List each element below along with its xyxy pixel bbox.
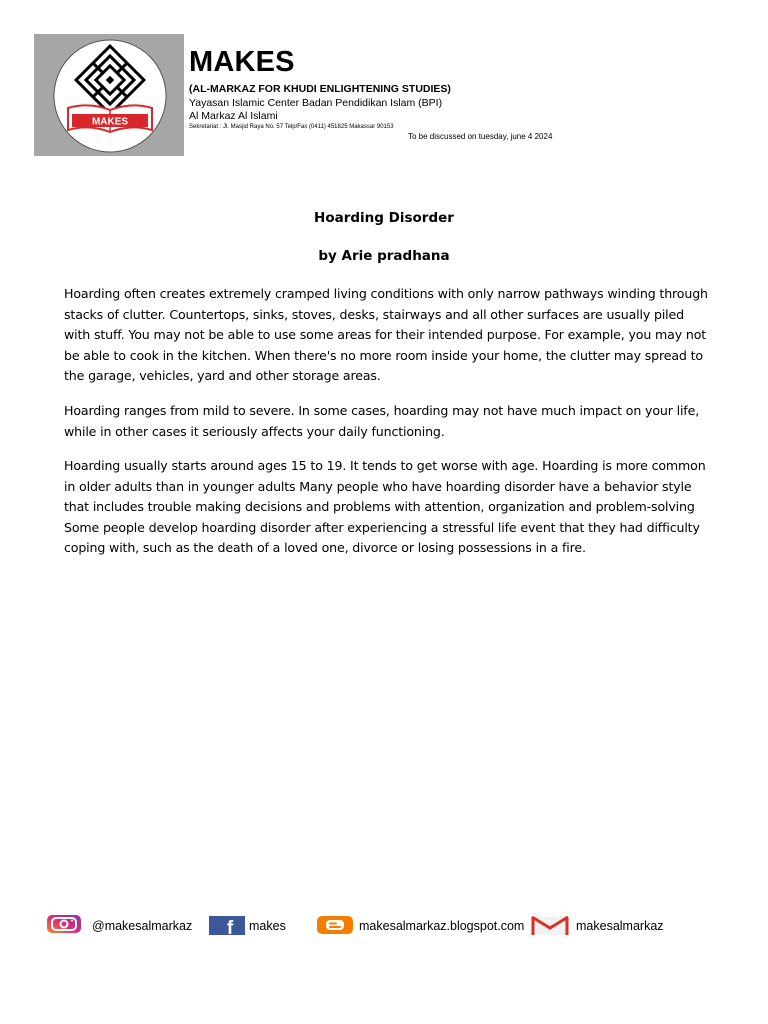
- paragraph-1: Hoarding often creates extremely cramped living conditions with only narrow pathways winding through stacks of clutter. Countertops, sinks, stoves, desks, stairways and all other surfaces are usually piled with stuff. You may not be able to use some areas for their intended purpose. For example, you may not be able to cook in the kitchen. When there's no more room inside your home, the clutter may spread to the garage, vehicles, yard and other storage areas.: [64, 286, 708, 383]
- org-full-name: (AL-MARKAZ FOR KHUDI ENLIGHTENING STUDIES): [189, 83, 451, 95]
- footer-blog[interactable]: [316, 912, 524, 939]
- org-foundation: Yayasan Islamic Center Badan Pendidikan Islam (BPI): [189, 97, 443, 109]
- org-address: Sekretariat : Jl. Masjid Raya No. 57 Telp/Fax (0411) 451825 Makassar 90153: [189, 124, 394, 130]
- blog-url: makesalmarkaz.blogspot.com: [359, 918, 525, 933]
- gmail-icon: [530, 912, 570, 939]
- document-author: by Arie pradhana: [318, 248, 450, 264]
- org-name: MAKES: [189, 46, 295, 78]
- facebook-icon: [208, 912, 246, 939]
- instagram-handle: @makesalmarkaz: [92, 918, 193, 933]
- paragraph-2: Hoarding ranges from mild to severe. In some cases, hoarding may not have much impact on your life, while in other cases it seriously affects your daily functioning.: [64, 403, 700, 439]
- org-subtitle: Al Markaz Al Islami: [189, 110, 278, 122]
- logo-text: MAKES: [91, 116, 129, 128]
- blogger-icon: [316, 912, 354, 939]
- footer-facebook[interactable]: [208, 912, 286, 939]
- footer-instagram[interactable]: [45, 912, 192, 939]
- instagram-icon: [45, 912, 83, 939]
- email-handle: makesalmarkaz: [576, 918, 664, 933]
- paragraph-3: Hoarding usually starts around ages 15 to 19. It tends to get worse with age. Hoarding is more common in older adults than in younger adults Many people who have hoarding disorder have a behavior style that includes trouble making decisions and problems with attention, organization and problem-solving Some people develop hoarding disorder after experiencing a stressful life event that they had difficulty coping with, such as the death of a loved one, divorce or losing possessions in a fire.: [64, 458, 706, 555]
- discussion-note: To be discussed on tuesday, june 4 2024: [408, 132, 553, 141]
- document-title: Hoarding Disorder: [314, 210, 454, 226]
- makes-logo: [34, 34, 184, 156]
- svg-text:f: f: [226, 918, 234, 936]
- footer-email[interactable]: [530, 912, 664, 939]
- facebook-handle: makes: [249, 918, 286, 933]
